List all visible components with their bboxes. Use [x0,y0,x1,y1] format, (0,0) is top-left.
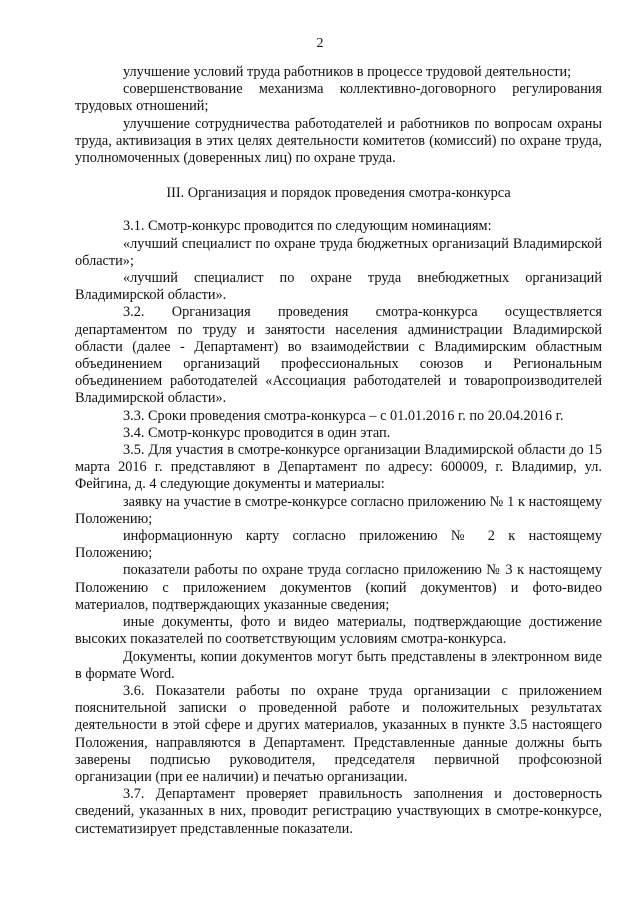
paragraph: 3.3. Сроки проведения смотра-конкурса – с 01.01.2016 г. по 20.04.2016 г. [123,407,564,424]
paragraph: 3.7. Департамент проверяет правильность заполнения и достоверность сведений, указанных в них, проводит регистрацию участвующих в смотре-конкурсе, систематизирует представленные показатели. [75,786,602,837]
paragraph: 3.2. Организация проведения смотра-конкурса осуществляется департаментом по труду и занятости населения администрации Владимирской области (далее - Департамент) во взаимодействии с Владимирским областным объединением организаций профессиональных союзов и Региональным объединением работодателей «Ассоциация работодателей и товаропроизводителей Владимирской области». [75,304,602,407]
paragraph: иные документы, фото и видео материалы, подтверждающие достижение высоких показателей по соответствующим условиям смотра-конкурса. [75,614,602,648]
paragraph: заявку на участие в смотре-конкурсе согласно приложению № 1 к настоящему Положению; [75,493,602,527]
paragraph: совершенствование механизма коллективно-договорного регулирования трудовых отношений; [75,81,602,115]
document-body [75,64,602,838]
paragraph: 3.4. Смотр-конкурс проводится в один этап. [123,424,391,441]
paragraph: улучшение сотрудничества работодателей и работников по вопросам охраны труда, активизация в этих целях деятельности комитетов (комиссий) по охране труда, уполномоченных (доверенных лиц) по охране труда. [75,115,602,167]
paragraph: информационную карту согласно приложению № 2 к настоящему Положению; [75,528,602,562]
paragraph: показатели работы по охране труда согласно приложению № 3 к настоящему Положению с приложением документов (копий документов) и фото-видео материалов, подтверждающих указанные сведения; [75,562,602,613]
paragraph: 3.1. Смотр-конкурс проводится по следующим номинациям: [123,218,492,235]
paragraph: улучшение условий труда работников в процессе трудовой деятельности; [123,64,572,80]
paragraph: 3.5. Для участия в смотре-конкурсе организации Владимирской области до 15 марта 2016 г. представляют в Департамент по адресу: 600009, г. Владимир, ул. Фейгина, д. 4 следующие документы и материалы: [75,442,602,493]
paragraph: Документы, копии документов могут быть представлены в электронном виде в формате Word. [75,648,602,682]
paragraph: «лучший специалист по охране труда внебюджетных организаций Владимирской области». [75,270,602,304]
paragraph: 3.6. Показатели работы по охране труда организации с приложением пояснительной записки о проведенной работе и положительных результатах деятельности в этой сфере и других материалов, указанных в пункте 3.5 настоящего Положения, направляются в Департамент. Представленные данные должны быть заверены подписью руководителя, председателя первичной профсоюзной организации (при ее наличии) и печатью организации. [75,682,602,785]
page-number: 2 [316,36,324,51]
paragraph: «лучший специалист по охране труда бюджетных организаций Владимирской области»; [75,235,602,269]
section-heading: III. Организация и порядок проведения смотра-конкурса [166,185,511,202]
